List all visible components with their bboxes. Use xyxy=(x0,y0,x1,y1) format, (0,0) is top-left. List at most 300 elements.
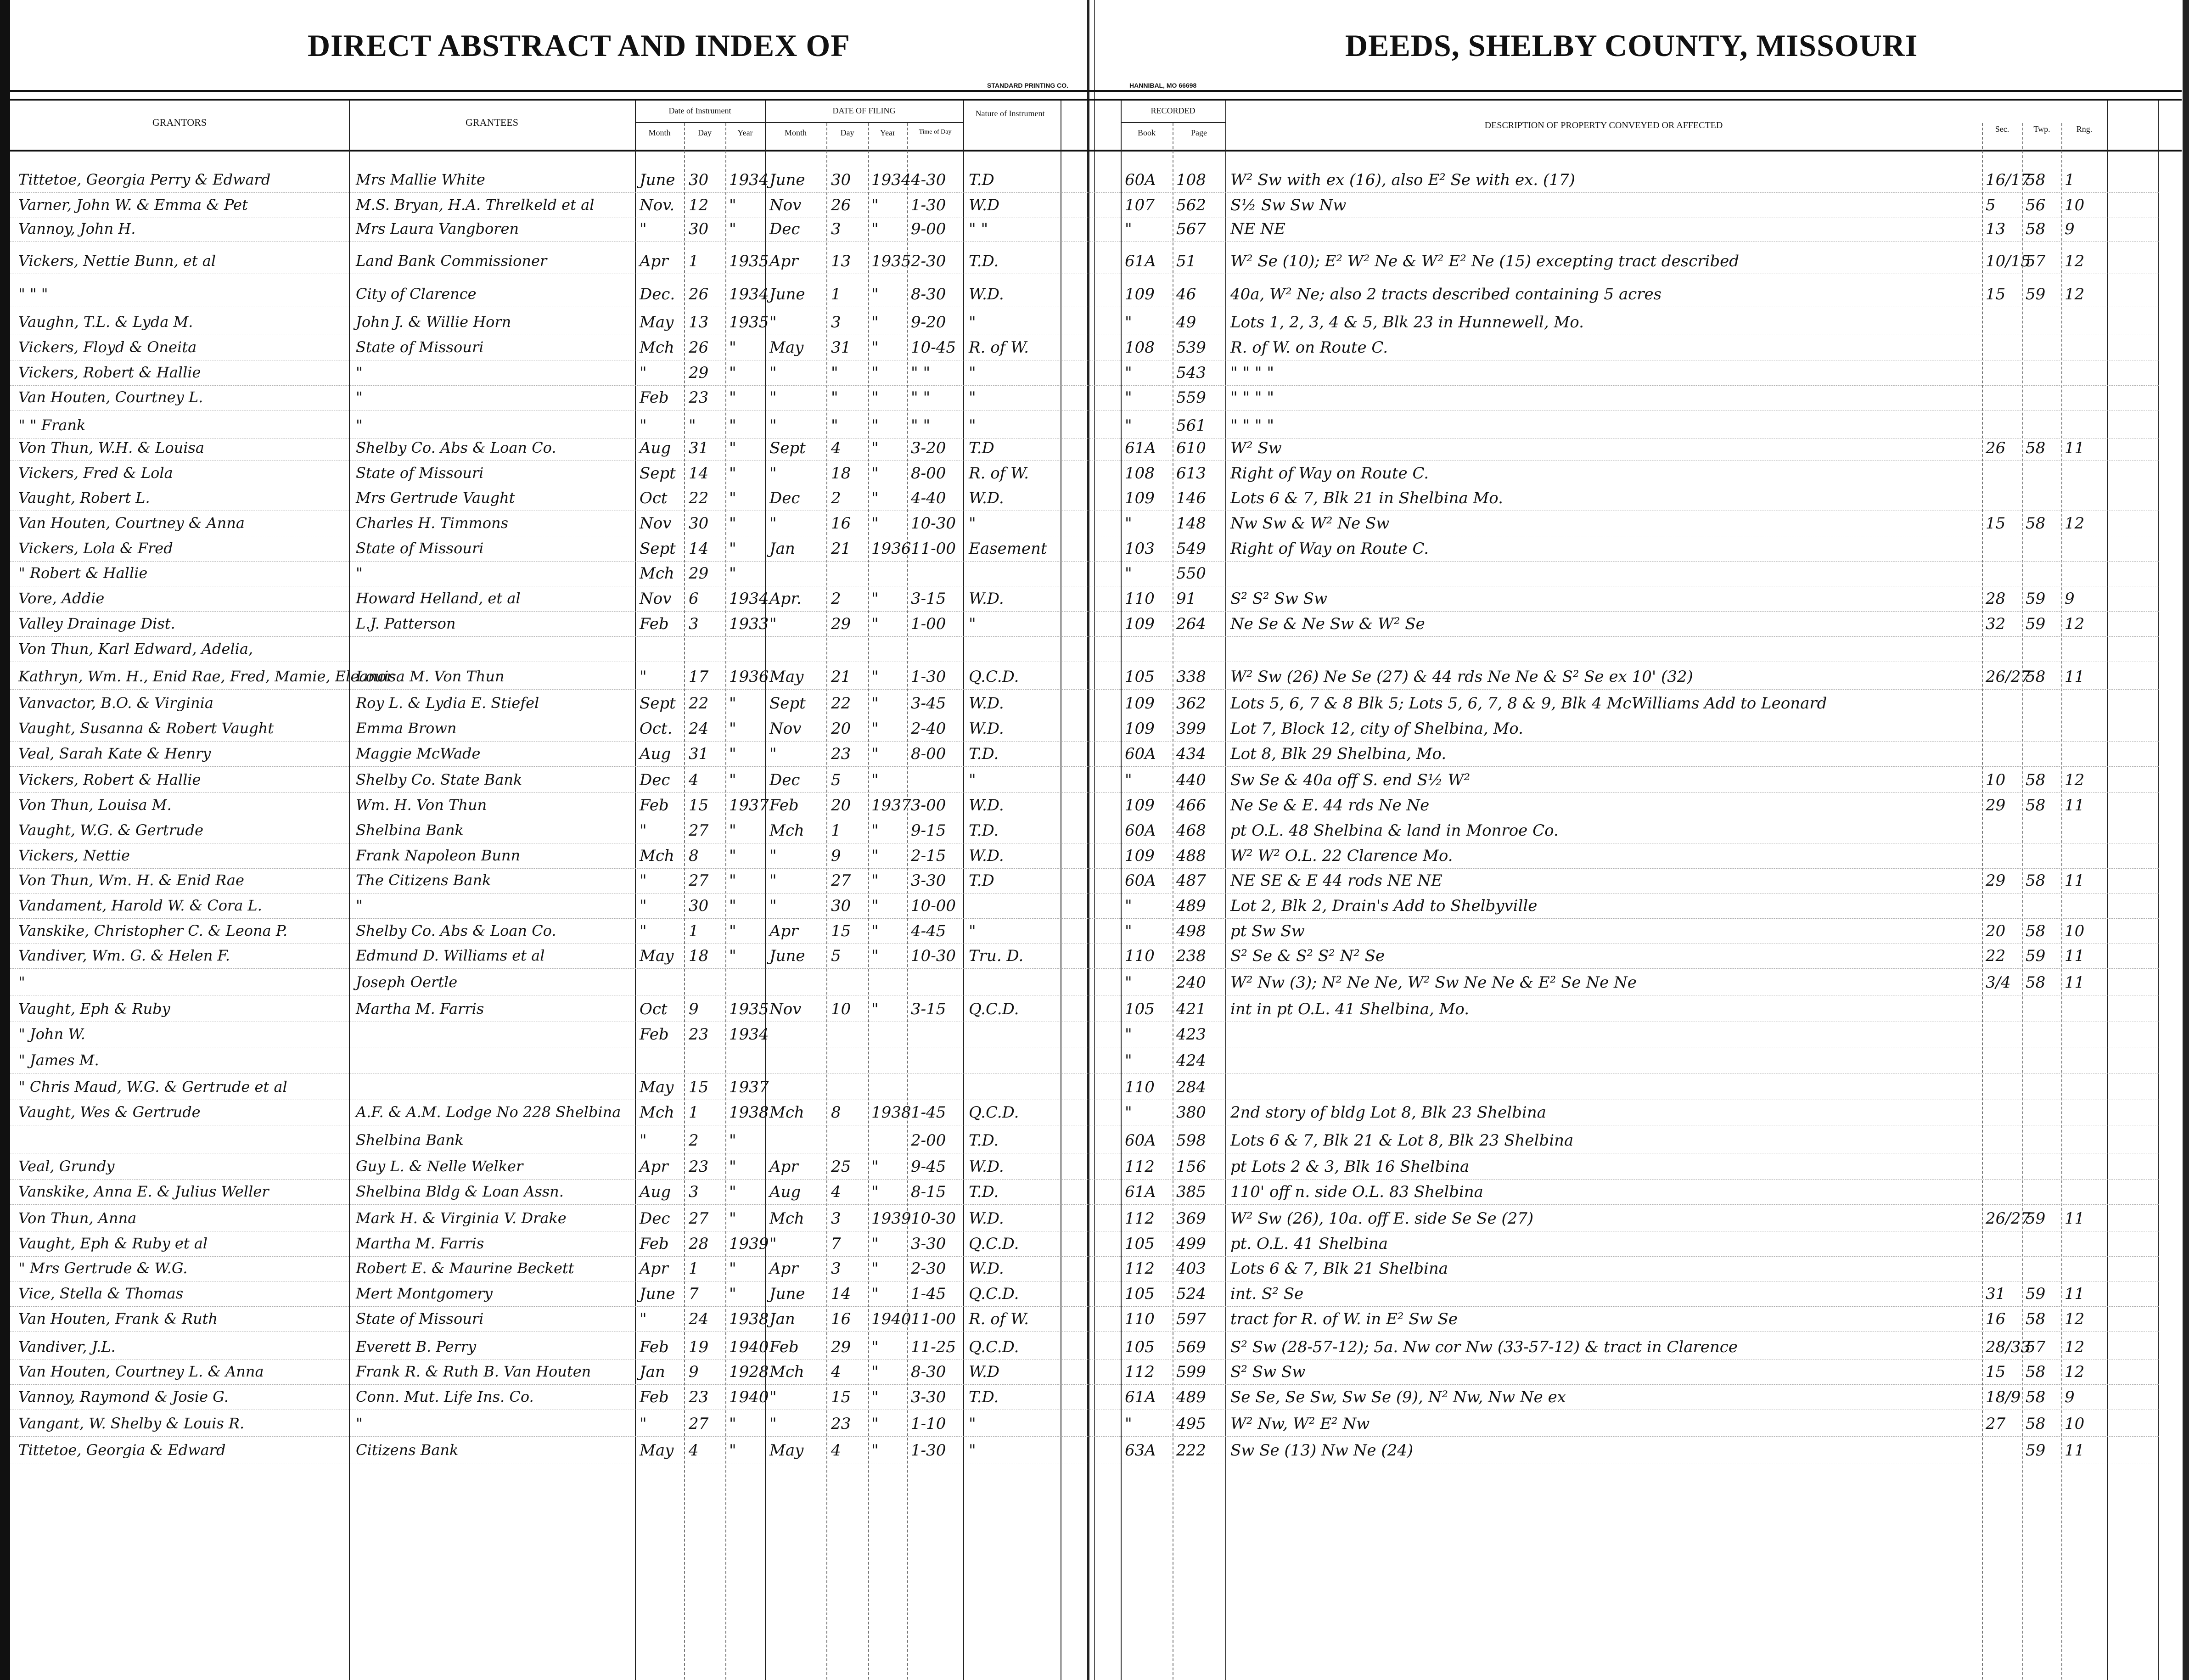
entry-page: 284 xyxy=(1176,1078,1206,1096)
entry-rng: 11 xyxy=(2065,668,2085,686)
entry-page: 466 xyxy=(1176,796,1206,815)
row-rule xyxy=(10,792,2159,793)
entry-nature: " xyxy=(969,1415,976,1433)
entry-file-year: " xyxy=(871,1415,879,1433)
entry-rng: 11 xyxy=(2065,1285,2085,1303)
entry-file-year: " xyxy=(871,1157,879,1176)
entry-description: pt. O.L. 41 Shelbina xyxy=(1230,1235,1388,1253)
entry-book: 108 xyxy=(1125,464,1155,483)
entry-file-day: 25 xyxy=(831,1157,851,1176)
entry-rng: 10 xyxy=(2065,196,2085,214)
entry-sec: 18/9 xyxy=(1986,1388,2021,1406)
entry-grantor: " " Frank xyxy=(18,416,86,434)
entry-inst-month: Oct. xyxy=(640,719,673,738)
entry-inst-day: 1 xyxy=(689,252,699,270)
entry-time: 1-30 xyxy=(911,196,946,214)
entry-description: Sw Se (13) Nw Ne (24) xyxy=(1230,1441,1414,1460)
entry-rng: 11 xyxy=(2065,947,2085,965)
entry-inst-month: Feb xyxy=(640,1388,669,1406)
entry-nature: W.D. xyxy=(969,796,1004,815)
entry-inst-day: 27 xyxy=(689,821,709,840)
entry-inst-day: 9 xyxy=(689,1363,699,1381)
header-grantors: GRANTORS xyxy=(152,117,207,128)
entry-page: 550 xyxy=(1176,564,1206,583)
entry-grantee: Mark H. & Virginia V. Drake xyxy=(356,1209,567,1227)
entry-sec: 16 xyxy=(1986,1310,2006,1328)
entry-file-year: 1937 xyxy=(871,796,911,815)
entry-nature: Q.C.D. xyxy=(969,1235,1019,1253)
entry-book: " xyxy=(1125,514,1132,533)
entry-time: 2-15 xyxy=(911,847,946,865)
entry-file-day: 22 xyxy=(831,694,851,713)
entry-description: pt Lots 2 & 3, Blk 16 Shelbina xyxy=(1230,1157,1470,1176)
entry-inst-year: 1933 xyxy=(729,615,769,633)
entry-time: 9-45 xyxy=(911,1157,946,1176)
entry-twp: 56 xyxy=(2026,196,2046,214)
entry-page: 238 xyxy=(1176,947,1206,965)
entry-inst-day: 27 xyxy=(689,871,709,890)
row-rule xyxy=(10,1204,2159,1205)
entry-rng: 12 xyxy=(2065,615,2085,633)
entry-nature: " xyxy=(969,388,976,407)
entry-grantee: The Citizens Bank xyxy=(356,871,491,889)
entry-file-day: 21 xyxy=(831,539,851,558)
entry-file-year: " xyxy=(871,871,879,890)
col-divider xyxy=(2158,101,2159,1680)
entry-time: 9-15 xyxy=(911,821,946,840)
header-file-month: Month xyxy=(784,128,807,137)
entry-grantee: Mert Montgomery xyxy=(356,1285,493,1302)
entry-inst-year: " xyxy=(729,514,736,533)
entry-inst-month: Aug xyxy=(640,745,671,763)
entry-book: 110 xyxy=(1125,947,1155,965)
entry-grantor: Vickers, Robert & Hallie xyxy=(18,771,201,788)
entry-sec: 28 xyxy=(1986,590,2006,608)
entry-file-year: " xyxy=(871,847,879,865)
entry-page: 613 xyxy=(1176,464,1206,483)
entry-inst-year: " xyxy=(729,922,736,940)
header-twp: Twp. xyxy=(2033,124,2050,134)
entry-book: 110 xyxy=(1125,1078,1155,1096)
entry-inst-day: 8 xyxy=(689,847,699,865)
entry-file-month: Dec xyxy=(769,489,800,507)
book-spine xyxy=(1087,0,1089,1680)
entry-description: Right of Way on Route C. xyxy=(1230,464,1429,483)
entry-time: 3-30 xyxy=(911,1388,946,1406)
entry-inst-month: " xyxy=(640,668,647,686)
entry-grantor: Von Thun, Louisa M. xyxy=(18,796,172,814)
entry-file-day: 31 xyxy=(831,338,851,357)
row-rule xyxy=(10,636,2159,637)
entry-file-year: " xyxy=(871,821,879,840)
entry-grantor: Von Thun, Karl Edward, Adelia, xyxy=(18,640,253,657)
entry-book: 110 xyxy=(1125,1310,1155,1328)
row-rule xyxy=(10,766,2159,767)
entry-grantor: Van Houten, Courtney L. & Anna xyxy=(18,1363,264,1380)
entry-nature: W.D. xyxy=(969,1209,1004,1228)
entry-inst-month: Mch xyxy=(640,847,674,865)
entry-file-day: 15 xyxy=(831,1388,851,1406)
entry-file-day: 21 xyxy=(831,668,851,686)
entry-file-month: June xyxy=(769,947,805,965)
entry-file-month: " xyxy=(769,871,777,890)
entry-grantor: " Chris Maud, W.G. & Gertrude et al xyxy=(18,1078,287,1096)
entry-grantee: Maggie McWade xyxy=(356,745,481,762)
entry-grantor: Vaught, Wes & Gertrude xyxy=(18,1103,201,1121)
entry-page: 567 xyxy=(1176,220,1206,238)
entry-description: pt O.L. 48 Shelbina & land in Monroe Co. xyxy=(1230,821,1559,840)
entry-nature: W.D xyxy=(969,1363,1000,1381)
entry-inst-month: Nov xyxy=(640,514,672,533)
entry-description: Lots 6 & 7, Blk 21 Shelbina xyxy=(1230,1259,1448,1278)
entry-description: W² Nw (3); N² Ne Ne, W² Sw Ne Ne & E² Se Ne Ne xyxy=(1230,973,1637,992)
entry-book: 107 xyxy=(1125,196,1155,214)
entry-twp: 59 xyxy=(2026,1209,2046,1228)
entry-inst-month: Sept xyxy=(640,464,676,483)
entry-grantor: " James M. xyxy=(18,1051,99,1069)
entry-file-month: Sept xyxy=(769,694,806,713)
entry-rng: 11 xyxy=(2065,1209,2085,1228)
entry-grantor: Von Thun, Anna xyxy=(18,1209,137,1227)
entry-time: 3-20 xyxy=(911,439,946,457)
entry-grantee: State of Missouri xyxy=(356,338,484,356)
printer-location: HANNIBAL, MO 66698 xyxy=(1129,82,1197,89)
entry-file-month: May xyxy=(769,1441,804,1460)
entry-inst-day: 30 xyxy=(689,171,709,189)
entry-time: 2-00 xyxy=(911,1131,946,1150)
entry-inst-month: Oct xyxy=(640,1000,668,1018)
entry-twp: 58 xyxy=(2026,220,2046,238)
entry-inst-day: 22 xyxy=(689,489,709,507)
entry-grantor: Von Thun, W.H. & Louisa xyxy=(18,439,204,456)
entry-inst-day: 17 xyxy=(689,668,709,686)
entry-grantor: Vanvactor, B.O. & Virginia xyxy=(18,694,213,712)
entry-file-day: 20 xyxy=(831,719,851,738)
row-rule xyxy=(10,689,2159,690)
entry-page: 380 xyxy=(1176,1103,1206,1122)
entry-page: 597 xyxy=(1176,1310,1206,1328)
entry-inst-month: Jan xyxy=(640,1363,665,1381)
entry-twp: 59 xyxy=(2026,947,2046,965)
entry-page: 424 xyxy=(1176,1051,1206,1070)
entry-book: " xyxy=(1125,897,1132,915)
entry-file-month: Mch xyxy=(769,821,804,840)
entry-inst-year: " xyxy=(729,196,736,214)
entry-grantor: " Robert & Hallie xyxy=(18,564,148,582)
entry-sec: 3/4 xyxy=(1986,973,2011,992)
entry-inst-day: 23 xyxy=(689,1157,709,1176)
entry-inst-year: " xyxy=(729,947,736,965)
entry-grantee: State of Missouri xyxy=(356,539,484,557)
entry-file-day: 10 xyxy=(831,1000,851,1018)
col-divider xyxy=(725,123,726,1680)
entry-inst-month: Feb xyxy=(640,615,669,633)
entry-inst-year: 1939 xyxy=(729,1235,769,1253)
entry-file-day: 3 xyxy=(831,1259,841,1278)
entry-nature: T.D xyxy=(969,171,994,189)
entry-file-day: 8 xyxy=(831,1103,841,1122)
entry-inst-year: " xyxy=(729,719,736,738)
entry-grantee: Shelbina Bank xyxy=(356,1131,464,1149)
entry-nature: " xyxy=(969,416,976,435)
entry-time: 3-15 xyxy=(911,590,946,608)
entry-nature: W.D. xyxy=(969,1157,1004,1176)
entry-grantee: Everett B. Perry xyxy=(356,1338,477,1355)
entry-book: 105 xyxy=(1125,668,1155,686)
entry-twp: 58 xyxy=(2026,973,2046,992)
entry-file-day: " xyxy=(831,364,838,382)
entry-inst-year: " xyxy=(729,745,736,763)
entry-file-day: 4 xyxy=(831,1183,841,1201)
entry-description: R. of W. on Route C. xyxy=(1230,338,1388,357)
entry-description: " " " " xyxy=(1230,364,1274,382)
entry-nature: T.D. xyxy=(969,1183,999,1201)
entry-page: 610 xyxy=(1176,439,1206,457)
entry-book: " xyxy=(1125,1051,1132,1070)
entry-page: 434 xyxy=(1176,745,1206,763)
entry-page: 487 xyxy=(1176,871,1206,890)
entry-file-year: " xyxy=(871,364,879,382)
entry-description: S² Se & S² S² N² Se xyxy=(1230,947,1385,965)
entry-inst-year: " xyxy=(729,1131,736,1150)
entry-grantee: Shelby Co. Abs & Loan Co. xyxy=(356,439,556,456)
entry-description: Sw Se & 40a off S. end S½ W² xyxy=(1230,771,1471,789)
entry-inst-month: Mch xyxy=(640,564,674,583)
entry-book: 112 xyxy=(1125,1363,1155,1381)
entry-description: 110' off n. side O.L. 83 Shelbina xyxy=(1230,1183,1483,1201)
entry-file-year: 1935 xyxy=(871,252,911,270)
entry-page: 49 xyxy=(1176,313,1196,332)
entry-file-year: " xyxy=(871,771,879,789)
entry-inst-day: 30 xyxy=(689,897,709,915)
entry-grantor: Kathryn, Wm. H., Enid Rae, Fred, Mamie, Eleanor xyxy=(18,668,393,685)
entry-inst-year: " xyxy=(729,539,736,558)
entry-file-day: 9 xyxy=(831,847,841,865)
entry-page: 385 xyxy=(1176,1183,1206,1201)
entry-file-day: 23 xyxy=(831,1415,851,1433)
entry-time: 10-00 xyxy=(911,897,956,915)
entry-file-month: " xyxy=(769,416,777,435)
row-rule xyxy=(10,385,2159,386)
entry-page: 499 xyxy=(1176,1235,1206,1253)
col-divider xyxy=(2022,123,2023,1680)
entry-grantor: Vannoy, John H. xyxy=(18,220,136,237)
entry-inst-month: May xyxy=(640,1441,674,1460)
entry-description: tract for R. of W. in E² Sw Se xyxy=(1230,1310,1458,1328)
entry-description: W² Sw with ex (16), also E² Se with ex. (17) xyxy=(1230,171,1575,189)
entry-grantor: Tittetoe, Georgia & Edward xyxy=(18,1441,226,1459)
entry-file-year: " xyxy=(871,615,879,633)
entry-page: 488 xyxy=(1176,847,1206,865)
entry-file-year: " xyxy=(871,922,879,940)
entry-inst-month: Dec. xyxy=(640,285,675,303)
entry-sec: 27 xyxy=(1986,1415,2006,1433)
entry-rng: 11 xyxy=(2065,796,2085,815)
entry-description: int. S² Se xyxy=(1230,1285,1304,1303)
row-rule xyxy=(10,1179,2159,1180)
entry-book: 61A xyxy=(1125,252,1156,270)
entry-file-year: 1940 xyxy=(871,1310,911,1328)
entry-description: NE SE & E 44 rods NE NE xyxy=(1230,871,1442,890)
row-rule xyxy=(10,1384,2159,1385)
entry-nature: T.D xyxy=(969,871,994,890)
entry-inst-month: " xyxy=(640,416,647,435)
entry-file-year: " xyxy=(871,388,879,407)
entry-inst-month: Dec xyxy=(640,771,670,789)
entry-file-month: Apr xyxy=(769,252,798,270)
entry-book: 105 xyxy=(1125,1000,1155,1018)
entry-sec: 29 xyxy=(1986,871,2006,890)
entry-description: Se Se, Se Sw, Sw Se (9), N² Nw, Nw Ne ex xyxy=(1230,1388,1566,1406)
entry-file-month: Apr. xyxy=(769,590,802,608)
entry-time: 10-30 xyxy=(911,1209,956,1228)
entry-grantee: Land Bank Commissioner xyxy=(356,252,547,270)
entry-time: 4-45 xyxy=(911,922,946,940)
header-recorded: RECORDED xyxy=(1151,106,1196,115)
entry-inst-month: " xyxy=(640,1415,647,1433)
entry-file-month: Nov xyxy=(769,1000,802,1018)
entry-rng: 9 xyxy=(2065,220,2075,238)
entry-file-month: Feb xyxy=(769,1338,799,1356)
entry-inst-day: 29 xyxy=(689,564,709,583)
row-rule xyxy=(10,1436,2159,1437)
entry-file-month: Aug xyxy=(769,1183,801,1201)
entry-inst-month: June xyxy=(640,171,675,189)
entry-file-day: 15 xyxy=(831,922,851,940)
entry-inst-month: Sept xyxy=(640,539,676,558)
entry-time: 2-30 xyxy=(911,1259,946,1278)
entry-inst-year: 1935 xyxy=(729,252,769,270)
entry-inst-year: " xyxy=(729,1415,736,1433)
row-rule xyxy=(10,192,2159,193)
entry-time: " " xyxy=(911,364,931,382)
entry-book: 63A xyxy=(1125,1441,1156,1460)
entry-book: 61A xyxy=(1125,1183,1156,1201)
entry-book: 105 xyxy=(1125,1235,1155,1253)
entry-page: 489 xyxy=(1176,1388,1206,1406)
entry-file-day: 4 xyxy=(831,1363,841,1381)
header-time-of-day: Time of Day xyxy=(919,129,952,135)
entry-file-month: Sept xyxy=(769,439,806,457)
entry-book: 61A xyxy=(1125,1388,1156,1406)
entry-inst-month: Oct xyxy=(640,489,668,507)
entry-grantor: Vandiver, J.L. xyxy=(18,1338,116,1355)
entry-book: 109 xyxy=(1125,719,1155,738)
entry-inst-year: 1937 xyxy=(729,796,769,815)
entry-time: 1-30 xyxy=(911,668,946,686)
entry-grantee: State of Missouri xyxy=(356,464,484,482)
entry-description: W² Se (10); E² W² Ne & W² E² Ne (15) excepting tract described xyxy=(1230,252,1740,270)
entry-nature: Q.C.D. xyxy=(969,1285,1019,1303)
entry-file-year: " xyxy=(871,1259,879,1278)
entry-inst-day: 27 xyxy=(689,1209,709,1228)
entry-grantee: Shelbina Bldg & Loan Assn. xyxy=(356,1183,564,1200)
entry-inst-month: Sept xyxy=(640,694,676,713)
entry-time: 9-20 xyxy=(911,313,946,332)
entry-file-year: " xyxy=(871,1183,879,1201)
left-page-title: DIRECT ABSTRACT AND INDEX OF xyxy=(308,28,850,63)
entry-grantee: Edmund D. Williams et al xyxy=(356,947,545,964)
header-rng: Rng. xyxy=(2076,124,2093,134)
entry-book: " xyxy=(1125,364,1132,382)
entry-file-month: Feb xyxy=(769,796,799,815)
entry-page: 46 xyxy=(1176,285,1196,303)
entry-nature: T.D. xyxy=(969,1131,999,1150)
entry-nature: R. of W. xyxy=(969,464,1029,483)
entry-inst-year: 1940 xyxy=(729,1338,769,1356)
header-file-day: Day xyxy=(840,128,854,137)
entry-description: int in pt O.L. 41 Shelbina, Mo. xyxy=(1230,1000,1470,1018)
entry-inst-year: " xyxy=(729,897,736,915)
entry-inst-day: 4 xyxy=(689,1441,699,1460)
entry-grantee: " xyxy=(356,364,363,381)
entry-twp: 59 xyxy=(2026,1285,2046,1303)
entry-description: W² Sw xyxy=(1230,439,1282,457)
entry-description: pt Sw Sw xyxy=(1230,922,1305,940)
entry-time: 8-00 xyxy=(911,745,946,763)
entry-description: Lots 6 & 7, Blk 21 & Lot 8, Blk 23 Shelbina xyxy=(1230,1131,1574,1150)
entry-rng: 9 xyxy=(2065,1388,2075,1406)
entry-twp: 58 xyxy=(2026,171,2046,189)
entry-inst-day: 2 xyxy=(689,1131,699,1150)
entry-grantee: M.S. Bryan, H.A. Threlkeld et al xyxy=(356,196,595,214)
header-inst-month: Month xyxy=(648,128,671,137)
entry-sec: 26/27 xyxy=(1986,1209,2031,1228)
entry-description: Lot 8, Blk 29 Shelbina, Mo. xyxy=(1230,745,1447,763)
entry-time: 11-00 xyxy=(911,539,956,558)
entry-rng: 11 xyxy=(2065,871,2085,890)
entry-grantor: Vaught, Eph & Ruby xyxy=(18,1000,170,1017)
entry-time: 10-30 xyxy=(911,947,956,965)
entry-file-month: June xyxy=(769,171,805,189)
entry-page: 549 xyxy=(1176,539,1206,558)
entry-grantee: " xyxy=(356,416,363,434)
entry-inst-day: 3 xyxy=(689,1183,699,1201)
entry-grantee: Conn. Mut. Life Ins. Co. xyxy=(356,1388,534,1405)
entry-file-month: " xyxy=(769,615,777,633)
entry-inst-day: 9 xyxy=(689,1000,699,1018)
entry-nature: " xyxy=(969,364,976,382)
entry-grantee: City of Clarence xyxy=(356,285,477,303)
entry-file-month: " xyxy=(769,847,777,865)
entry-sec: 26/27 xyxy=(1986,668,2031,686)
entry-time: " " xyxy=(911,416,931,435)
col-divider xyxy=(907,123,908,1680)
entry-grantor: Vaught, Eph & Ruby et al xyxy=(18,1235,208,1252)
entry-sec: 15 xyxy=(1986,285,2006,303)
entry-inst-day: 24 xyxy=(689,1310,709,1328)
entry-inst-month: Mch xyxy=(640,338,674,357)
entry-description: " " " " xyxy=(1230,416,1274,435)
entry-inst-day: 15 xyxy=(689,796,709,815)
entry-grantee: Mrs Laura Vangboren xyxy=(356,220,519,237)
entry-grantor: Vandament, Harold W. & Cora L. xyxy=(18,897,262,914)
entry-page: 51 xyxy=(1176,252,1196,270)
entry-inst-month: Nov. xyxy=(640,196,675,214)
entry-inst-day: 23 xyxy=(689,388,709,407)
entry-inst-year: 1940 xyxy=(729,1388,769,1406)
entry-file-day: 23 xyxy=(831,745,851,763)
entry-inst-year: " xyxy=(729,338,736,357)
entry-inst-month: May xyxy=(640,1078,674,1096)
entry-page: 543 xyxy=(1176,364,1206,382)
entry-grantor: Veal, Grundy xyxy=(18,1157,115,1175)
entry-inst-year: " xyxy=(729,1285,736,1303)
entry-file-year: 1936 xyxy=(871,539,911,558)
entry-nature: " xyxy=(969,922,976,940)
entry-time: 4-30 xyxy=(911,171,946,189)
entry-grantee: Martha M. Farris xyxy=(356,1235,484,1252)
